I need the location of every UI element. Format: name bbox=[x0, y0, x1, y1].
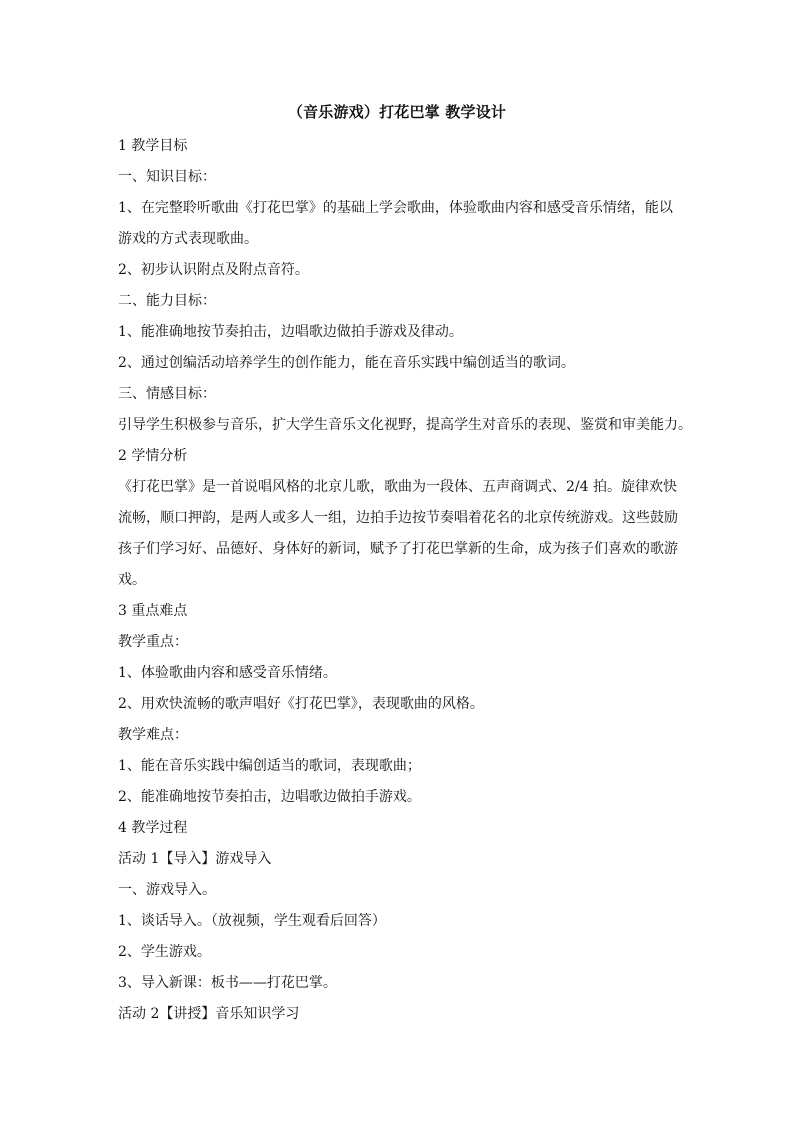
paragraph-line: 《打花巴掌》是一首说唱风格的北京儿歌，歌曲为一段体、五声商调式、2/4 拍。旋律欢快 bbox=[118, 479, 677, 495]
document-body bbox=[118, 131, 692, 1030]
paragraph-line: 一、游戏导入。 bbox=[118, 882, 216, 898]
paragraph-line: 2、能准确地按节奏拍击，边唱歌边做拍手游戏。 bbox=[118, 789, 421, 805]
section-heading-key-points: 3 重点难点 bbox=[118, 603, 188, 619]
paragraph-line: 流畅，顺口押韵，是两人或多人一组，边拍手边按节奏唱着花名的北京传统游戏。这些鼓励 bbox=[118, 510, 678, 526]
paragraph-line: 2、用欢快流畅的歌声唱好《打花巴掌》，表现歌曲的风格。 bbox=[118, 696, 484, 712]
paragraph-line: 1、在完整聆听歌曲《打花巴掌》的基础上学会歌曲，体验歌曲内容和感受音乐情绪，能以 bbox=[118, 200, 673, 216]
paragraph-line: 1、能准确地按节奏拍击，边唱歌边做拍手游戏及律动。 bbox=[118, 324, 463, 340]
activity-heading: 活动 2【讲授】音乐知识学习 bbox=[118, 1006, 300, 1022]
paragraph-line: 1、体验歌曲内容和感受音乐情绪。 bbox=[118, 665, 337, 681]
section-heading-analysis: 2 学情分析 bbox=[118, 448, 188, 464]
paragraph-line: 3、导入新课：板书——打花巴掌。 bbox=[118, 975, 337, 991]
subheading-ability-goals: 二、能力目标： bbox=[118, 293, 216, 309]
subheading-teaching-focus: 教学重点： bbox=[118, 634, 188, 650]
subheading-knowledge-goals: 一、知识目标： bbox=[118, 169, 216, 185]
paragraph-line: 1、谈话导入。（放视频，学生观看后回答） bbox=[118, 913, 386, 929]
paragraph-line: 2、初步认识附点及附点音符。 bbox=[118, 262, 309, 278]
paragraph-line: 引导学生积极参与音乐，扩大学生音乐文化视野，提高学生对音乐的表现、鉴赏和审美能力。 bbox=[118, 417, 692, 433]
subheading-teaching-difficulty: 教学难点： bbox=[118, 727, 188, 743]
subheading-emotion-goals: 三、情感目标： bbox=[118, 386, 216, 402]
paragraph-line: 游戏的方式表现歌曲。 bbox=[118, 231, 258, 247]
document-title: （音乐游戏）打花巴掌 教学设计 bbox=[287, 103, 507, 121]
section-heading-process: 4 教学过程 bbox=[118, 820, 188, 836]
activity-heading: 活动 1【导入】游戏导入 bbox=[118, 851, 272, 867]
paragraph-line: 2、学生游戏。 bbox=[118, 944, 211, 960]
paragraph-line: 孩子们学习好、品德好、身体好的新词，赋予了打花巴掌新的生命，成为孩子们喜欢的歌游 bbox=[118, 541, 678, 557]
paragraph-line: 2、通过创编活动培养学生的创作能力，能在音乐实践中编创适当的歌词。 bbox=[118, 355, 575, 371]
section-heading-objectives: 1 教学目标 bbox=[118, 138, 188, 154]
paragraph-line: 1、能在音乐实践中编创适当的歌词，表现歌曲； bbox=[118, 758, 421, 774]
paragraph-line: 戏。 bbox=[118, 572, 146, 588]
